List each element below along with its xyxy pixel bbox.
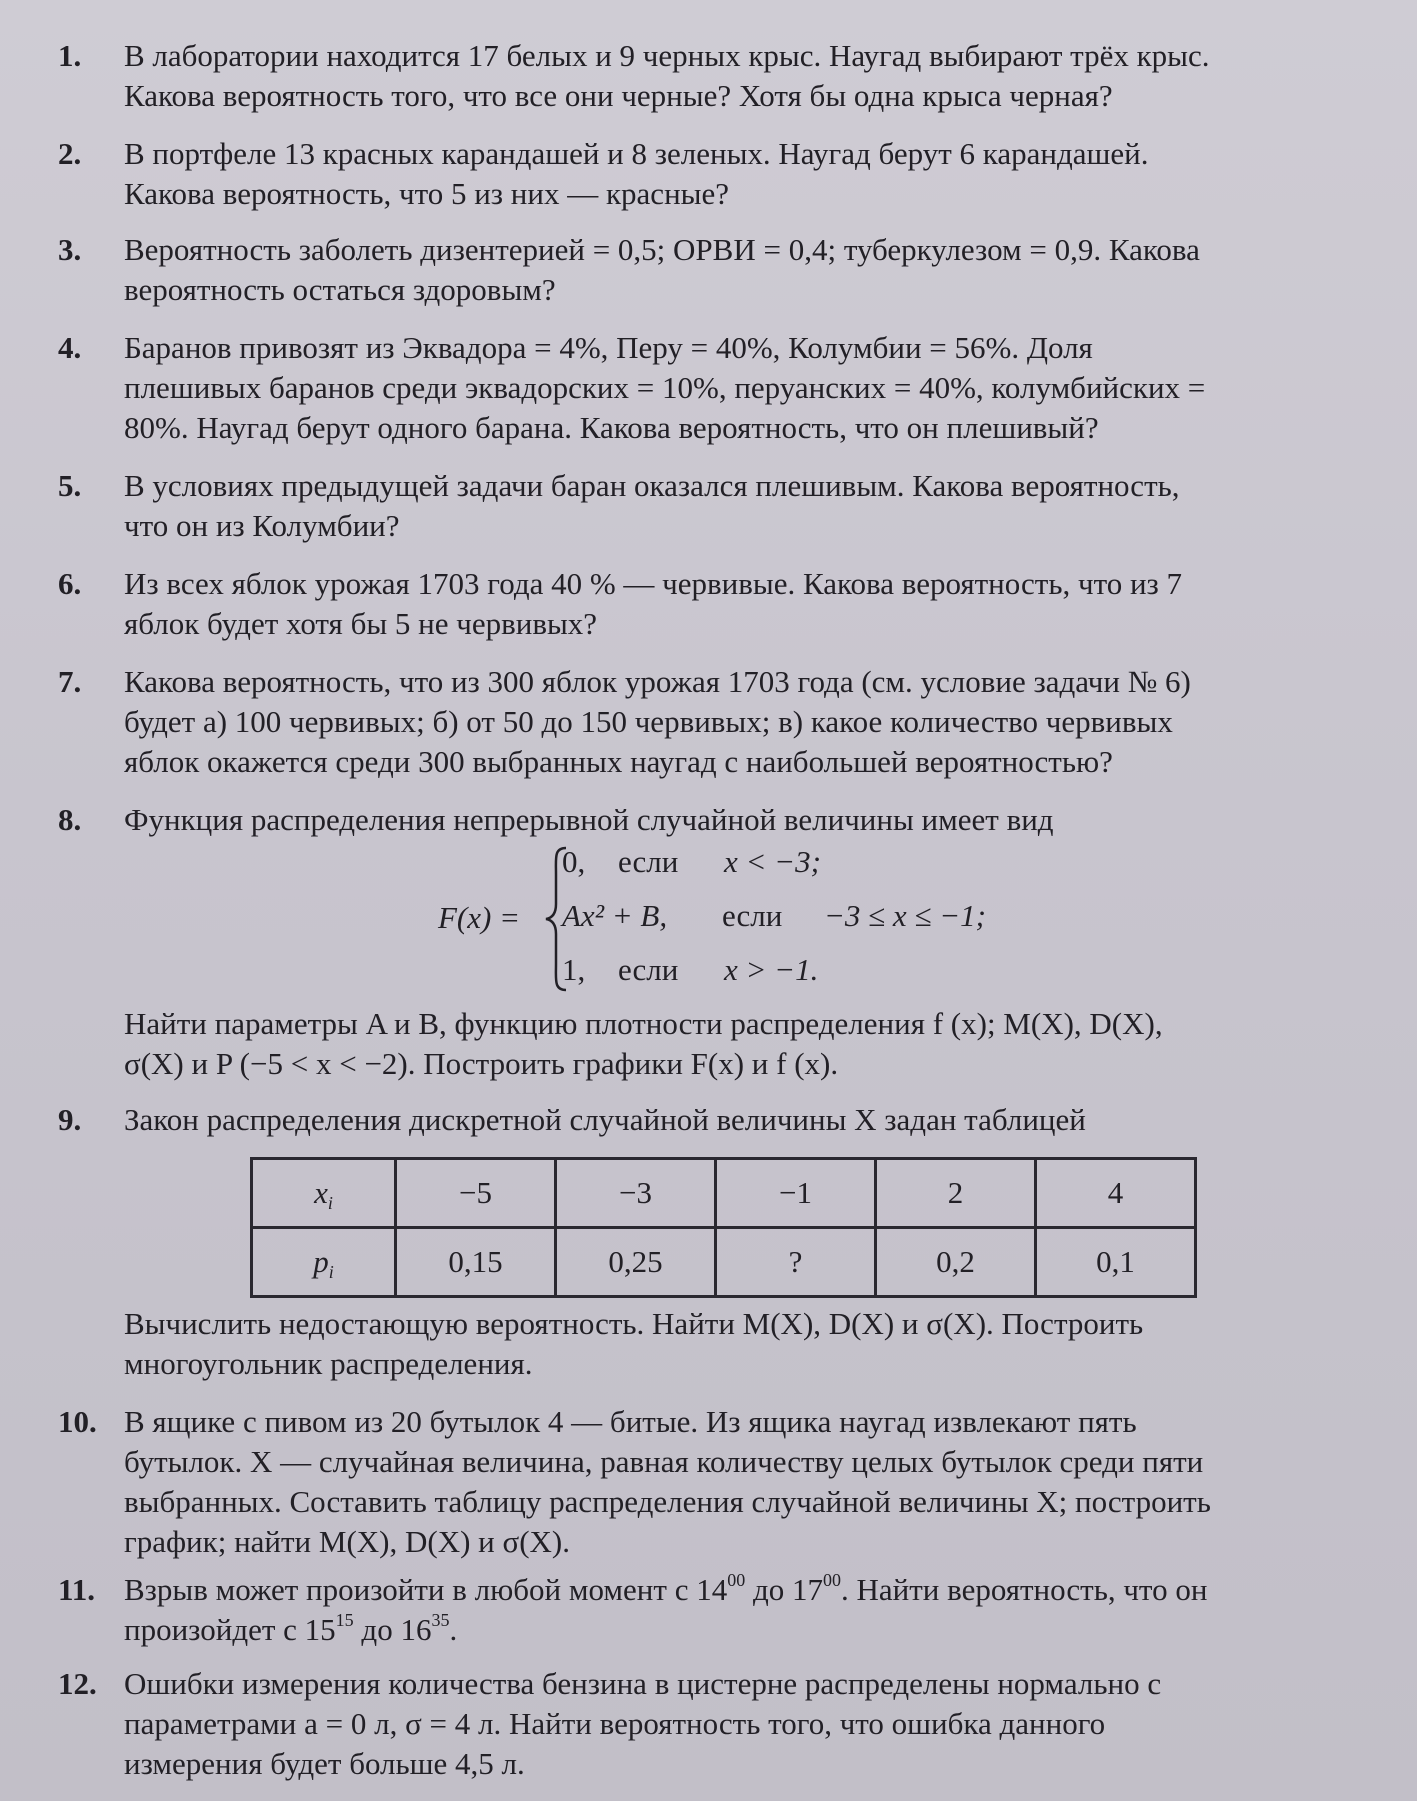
problem-text-line: 80%. Наугад берут одного барана. Какова вероятность, что он плешивый? [124,410,1099,445]
problem-6 [58,564,1378,644]
distribution-function-formula [438,844,1038,1004]
superscript: 15 [335,1610,354,1630]
problem-12 [58,1664,1378,1784]
problem-11 [58,1570,1378,1650]
problem-text-line: Функция распределения непрерывной случайной величины имеет вид [124,802,1054,837]
problem-number: 5. [58,468,82,503]
table-cell: 4 [1036,1159,1196,1228]
formula-if: если [722,898,783,933]
problem-text-line: Вычислить недостающую вероятность. Найти M(X), D(X) и σ(X). Построить [124,1306,1144,1341]
table-cell: −1 [716,1159,876,1228]
problem-number: 11. [58,1572,96,1607]
problem-text-line: Какова вероятность, что 5 из них — красные? [124,176,729,211]
problem-text-line: Какова вероятность того, что все они черные? Хотя бы одна крыса черная? [124,78,1113,113]
problem-text-line: Какова вероятность, что из 300 яблок урожая 1703 года (см. условие задачи № 6) [124,664,1191,699]
problem-3 [58,230,1378,310]
problem-10 [58,1402,1378,1562]
problem-text-line: вероятность остаться здоровым? [124,272,556,307]
problem-text-line: что он из Колумбии? [124,508,400,543]
problem-text-line: Найти параметры A и B, функцию плотности распределения f (x); M(X), D(X), [124,1006,1163,1041]
formula-if: если [618,844,679,879]
problem-text-line: Из всех яблок урожая 1703 года 40 % — червивые. Какова вероятность, что из 7 [124,566,1183,601]
table-cell: −5 [396,1159,556,1228]
problem-text-line: выбранных. Составить таблицу распределения случайной величины X; построить [124,1484,1211,1519]
problem-text-line: будет а) 100 червивых; б) от 50 до 150 червивых; в) какое количество червивых [124,704,1173,739]
problem-number: 3. [58,232,82,267]
table-cell: 0,1 [1036,1228,1196,1297]
formula-if: если [618,952,679,987]
problem-text-line: измерения будет больше 4,5 л. [124,1746,525,1781]
table-cell: ? [716,1228,876,1297]
table-cell: 0,15 [396,1228,556,1297]
problem-text-line: яблок будет хотя бы 5 не червивых? [124,606,598,641]
superscript: 00 [822,1570,841,1590]
problem-text-line: σ(X) и P (−5 < x < −2). Построить графики F(x) и f (x). [124,1046,839,1081]
problem-8 [58,800,1378,840]
problem-number: 12. [58,1666,97,1701]
problem-2 [58,134,1378,214]
problem-number: 2. [58,136,82,171]
problem-9-task [58,1304,1378,1384]
table-header-x: $x_i$ [252,1159,396,1228]
problem-text-line [124,1610,1374,1650]
formula-condition: x < −3; [724,844,821,879]
table-row-x [252,1159,1196,1228]
problem-number: 4. [58,330,82,365]
formula-value: 0, [562,844,586,879]
problem-4 [58,328,1378,448]
problem-text-line: параметрами a = 0 л, σ = 4 л. Найти вероятность того, что ошибка данного [124,1706,1106,1741]
table-cell: 0,25 [556,1228,716,1297]
table-cell: 0,2 [876,1228,1036,1297]
problem-text-line: В лаборатории находится 17 белых и 9 черных крыс. Наугад выбирают трёх крыс. [124,38,1210,73]
problem-text-line: В портфеле 13 красных карандашей и 8 зеленых. Наугад берут 6 карандашей. [124,136,1149,171]
problem-text-line: многоугольник распределения. [124,1346,533,1381]
problem-number: 7. [58,664,82,699]
problem-text-line: В условиях предыдущей задачи баран оказался плешивым. Какова вероятность, [124,468,1180,503]
problem-number: 8. [58,802,82,837]
problem-number: 1. [58,38,82,73]
formula-lhs: F(x) = [438,900,521,935]
table-cell: −3 [556,1159,716,1228]
problem-text-line [124,1570,1374,1610]
table-cell: 2 [876,1159,1036,1228]
text-segment: Взрыв может произойти в любой момент с 14 [124,1572,728,1607]
problem-5 [58,466,1378,546]
problem-9 [58,1100,1378,1140]
text-segment: до 17 [745,1572,823,1607]
formula-value: Ax² + B, [562,898,668,933]
superscript: 35 [431,1610,450,1630]
formula-condition: x > −1. [724,952,819,987]
text-segment: . [449,1612,458,1647]
table-header-p: $p_i$ [252,1228,396,1297]
problem-text-line: график; найти M(X), D(X) и σ(X). [124,1524,571,1559]
problem-1 [58,36,1378,116]
formula-condition: −3 ≤ x ≤ −1; [824,898,986,933]
problem-text-line: яблок окажется среди 300 выбранных наугад с наибольшей вероятностью? [124,744,1113,779]
problem-text-line: Ошибки измерения количества бензина в цистерне распределены нормально с [124,1666,1162,1701]
superscript: 00 [727,1570,746,1590]
problem-7 [58,662,1378,782]
problem-number: 9. [58,1102,82,1137]
text-segment: произойдет с 15 [124,1612,336,1647]
table-row-p [252,1228,1196,1297]
text-segment: . Найти вероятность, что он [840,1572,1208,1607]
problem-text-line: плешивых баранов среди эквадорских = 10%, перуанских = 40%, колумбийских = [124,370,1206,405]
problem-number: 10. [58,1404,97,1439]
problem-text-line: Баранов привозят из Эквадора = 4%, Перу = 40%, Колумбии = 56%. Доля [124,330,1093,365]
distribution-table [250,1157,1197,1298]
problem-text-line: В ящике с пивом из 20 бутылок 4 — битые. Из ящика наугад извлекают пять [124,1404,1137,1439]
problem-text-line: Вероятность заболеть дизентерией = 0,5; ОРВИ = 0,4; туберкулезом = 0,9. Какова [124,232,1200,267]
text-segment: до 16 [353,1612,432,1647]
problem-number: 6. [58,566,82,601]
formula-value: 1, [562,952,586,987]
problem-8-task [58,1004,1378,1084]
problem-text-line: Закон распределения дискретной случайной величины X задан таблицей [124,1102,1086,1137]
problem-text-line: бутылок. X — случайная величина, равная количеству целых бутылок среди пяти [124,1444,1204,1479]
